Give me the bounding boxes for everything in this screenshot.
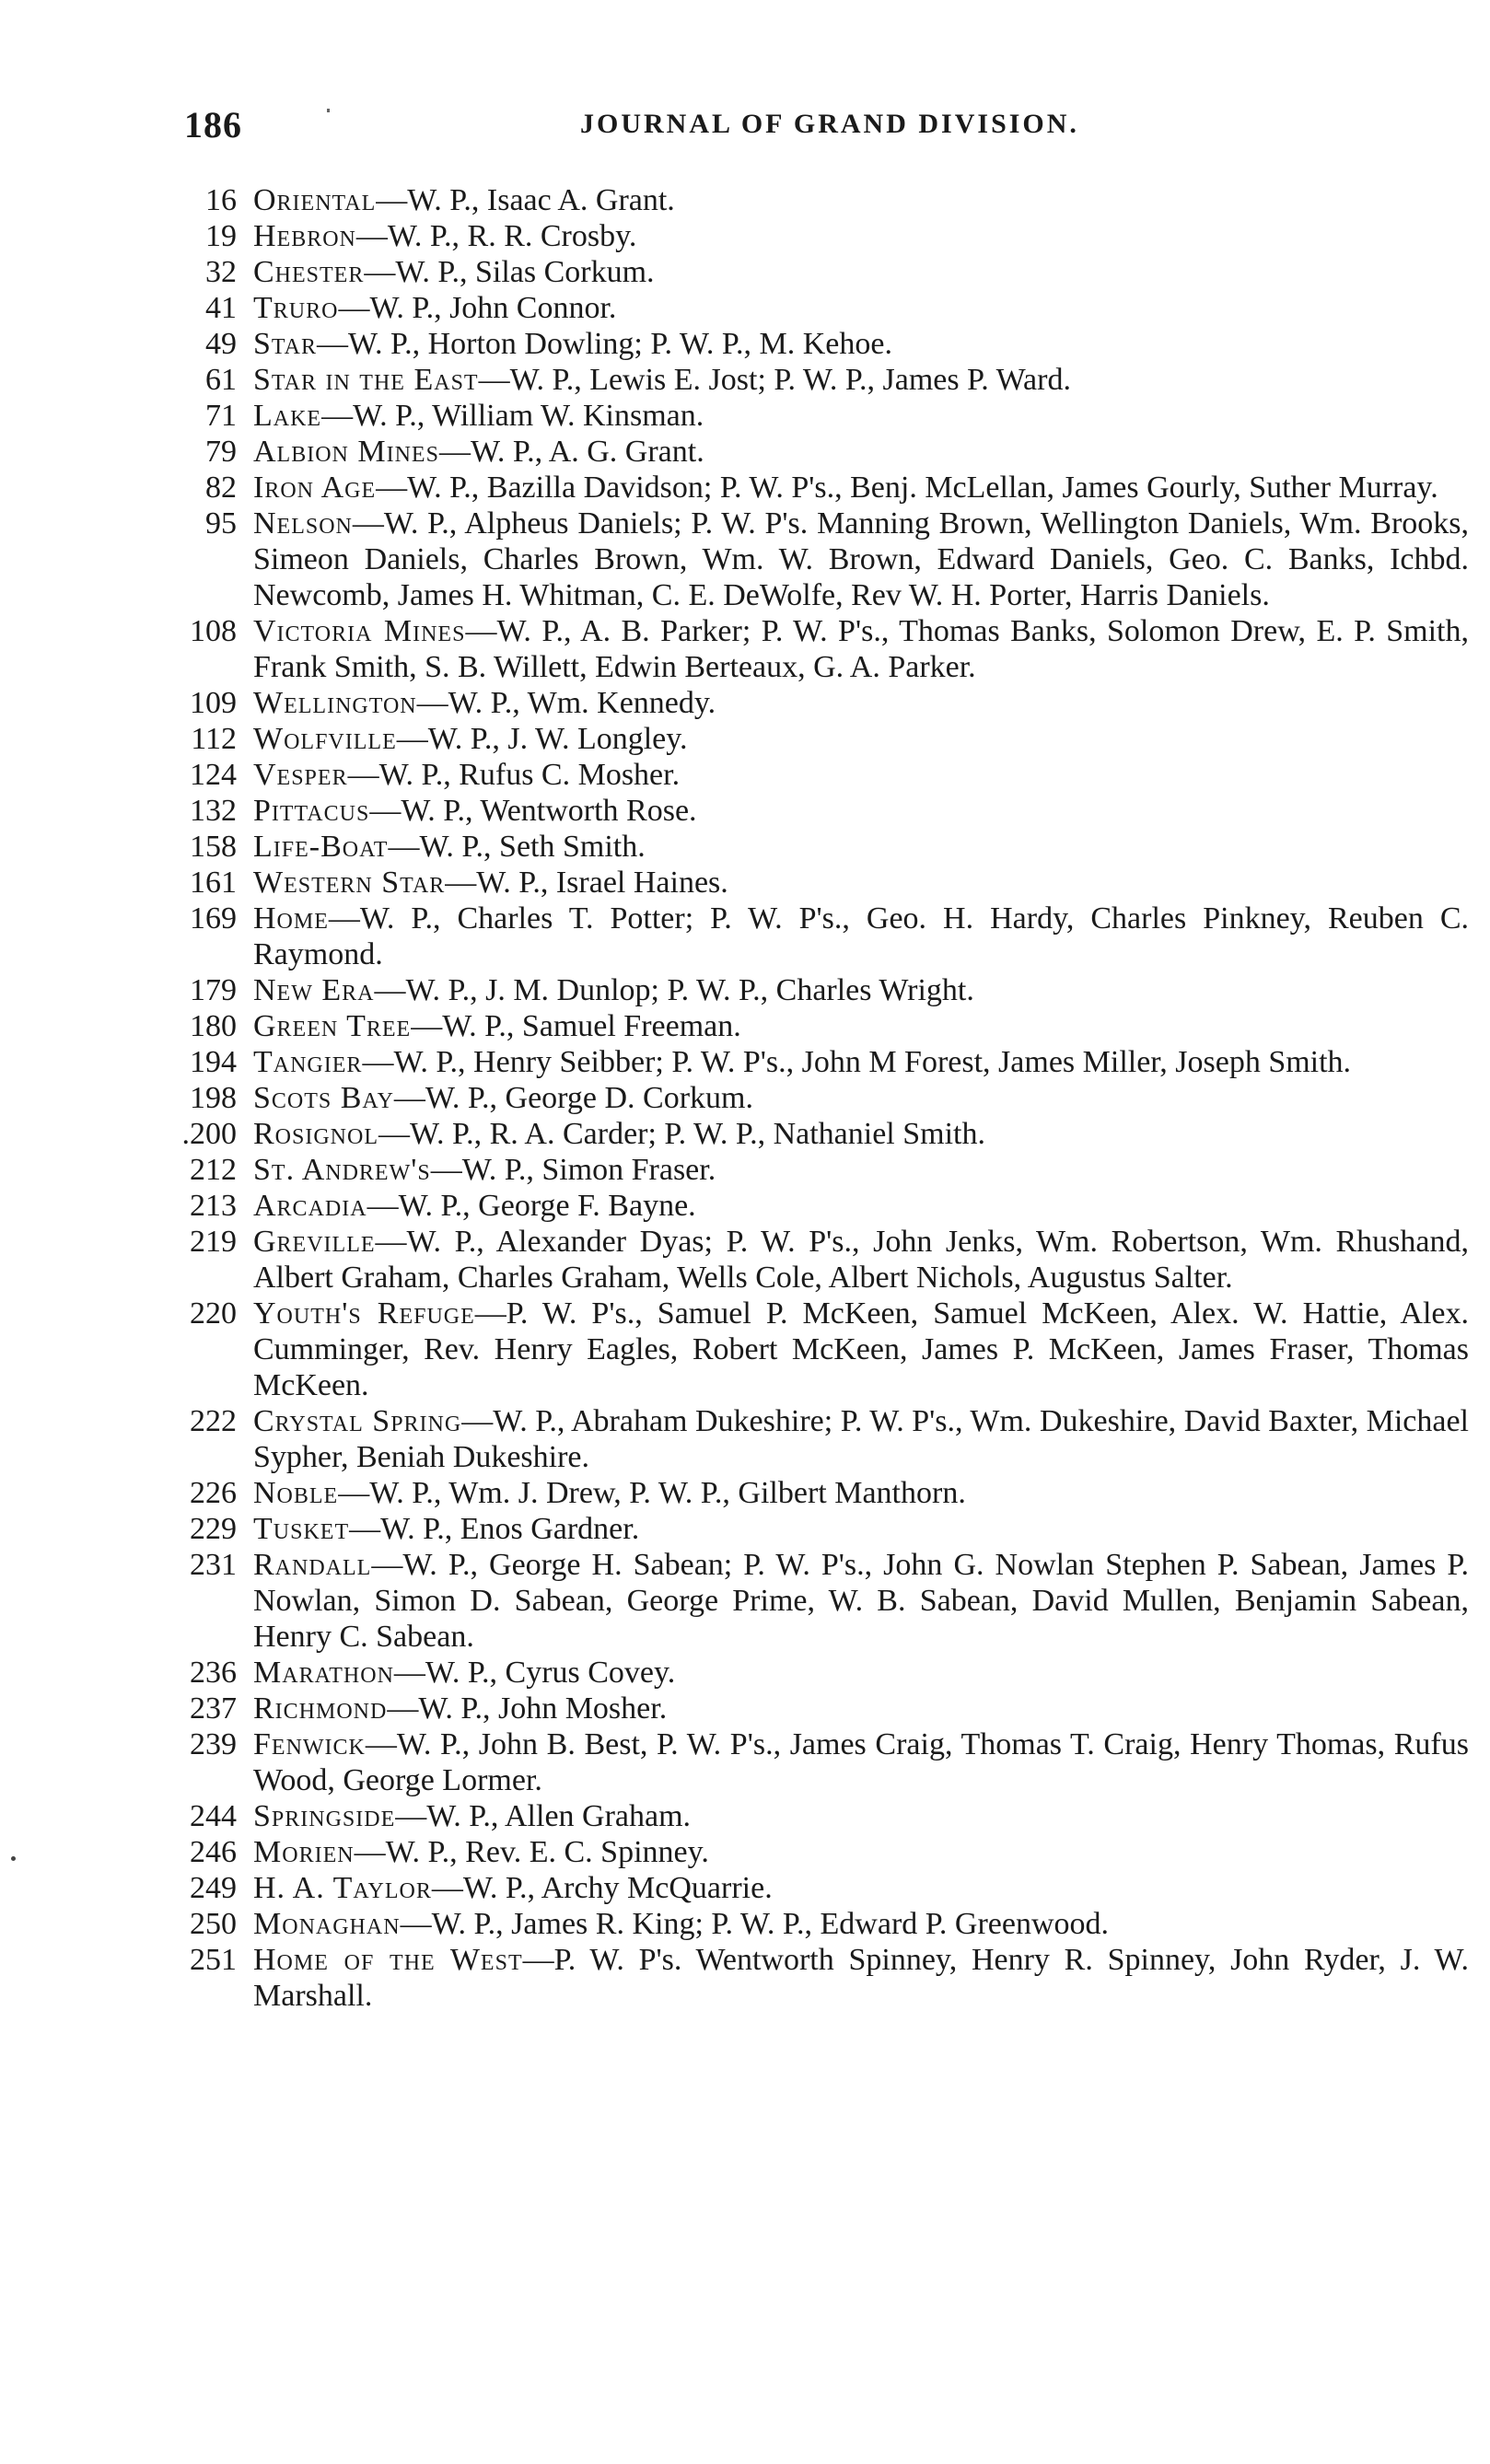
division-number: 213 xyxy=(190,1189,237,1223)
division-entry xyxy=(161,398,1469,434)
officers-text: —P. W. P's., Samuel P. McKeen, Samuel McKeen, Alex. W. Hattie, Alex. Cumminger, Rev. Henry Eagles, Robert McKeen, James P. McKeen, James Fraser, Thomas McKeen. xyxy=(253,1296,1469,1402)
division-name: Arcadia xyxy=(253,1189,367,1223)
division-entry xyxy=(161,972,1469,1008)
division-number: .200 xyxy=(181,1117,237,1151)
officers-text: —W. P., Abraham Dukeshire; P. W. P's., Wm. Dukeshire, David Baxter, Michael Sypher, Beniah Dukeshire. xyxy=(253,1404,1469,1474)
page-header xyxy=(184,103,1473,149)
division-entry xyxy=(161,362,1469,398)
division-entry xyxy=(161,1726,1469,1798)
division-entry xyxy=(161,1870,1469,1906)
officers-text: —W. P., Rev. E. C. Spinney. xyxy=(354,1835,709,1869)
division-number: 236 xyxy=(190,1656,237,1690)
division-number: 79 xyxy=(205,435,237,469)
division-entry xyxy=(161,721,1469,757)
officers-text: —W. P., Rufus C. Mosher. xyxy=(347,758,681,792)
officers-text: —W. P., R. R. Crosby. xyxy=(355,219,637,253)
officers-text: —W. P., Isaac A. Grant. xyxy=(376,183,675,217)
division-number: 169 xyxy=(190,901,237,936)
division-entry xyxy=(161,1655,1469,1691)
officers-text: —W. P., George F. Bayne. xyxy=(367,1189,696,1223)
division-number: 108 xyxy=(190,614,237,648)
division-name: Scots Bay xyxy=(253,1081,394,1115)
division-entry xyxy=(161,1044,1469,1080)
division-entry xyxy=(161,685,1469,721)
division-number: 32 xyxy=(205,255,237,289)
division-name: St. Andrew's xyxy=(253,1153,431,1187)
division-entry xyxy=(161,1834,1469,1870)
division-entry xyxy=(161,1296,1469,1403)
officers-text: —W. P., A. B. Parker; P. W. P's., Thomas Banks, Solomon Drew, E. P. Smith, Frank Smith, S. B. Willett, Edwin Berteaux, G. A. Parker. xyxy=(253,614,1469,684)
division-entry xyxy=(161,901,1469,972)
officers-text: —W. P., George H. Sabean; P. W. P's., John G. Nowlan Stephen P. Sabean, James P. Nowlan, Simon D. Sabean, George Prime, W. B. Sabean, David Mullen, Benjamin Sabean, Henry C. Sabean. xyxy=(253,1548,1469,1654)
officers-text: —W. P., Alpheus Daniels; P. W. P's. Manning Brown, Wellington Daniels, Wm. Brooks, Simeon Daniels, Charles Brown, Wm. W. Brown, Edward Daniels, Geo. C. Banks, Ichbd. Newcomb, James H. Whitman, C. E. DeWolfe, Rev W. H. Porter, Harris Daniels. xyxy=(253,506,1469,612)
division-number: 212 xyxy=(190,1153,237,1187)
division-name: H. A. Taylor xyxy=(253,1871,432,1905)
division-number: 194 xyxy=(190,1045,237,1079)
division-number: 229 xyxy=(190,1512,237,1546)
division-number: 219 xyxy=(190,1225,237,1259)
division-entry xyxy=(161,434,1469,470)
division-number: 198 xyxy=(190,1081,237,1115)
officers-text: —W. P., J. M. Dunlop; P. W. P., Charles Wright. xyxy=(374,973,974,1007)
division-entry xyxy=(161,793,1469,829)
division-entry xyxy=(161,1475,1469,1511)
division-entry xyxy=(161,506,1469,613)
running-head: JOURNAL OF GRAND DIVISION. xyxy=(580,109,1079,139)
division-entry xyxy=(161,1798,1469,1834)
officers-text: —W. P., Wentworth Rose. xyxy=(369,794,697,828)
division-name: Nelson xyxy=(253,506,353,540)
officers-text: —W. P., Simon Fraser. xyxy=(430,1153,716,1187)
division-name: Home of the West xyxy=(253,1943,523,1977)
officers-text: —W. P., Lewis E. Jost; P. W. P., James P. Ward. xyxy=(478,363,1071,397)
officers-text: —W. P., Alexander Dyas; P. W. P's., John Jenks, Wm. Robertson, Wm. Rhushand, Albert Graham, Charles Graham, Wells Cole, Albert Nichols, Augustus Salter. xyxy=(253,1225,1469,1295)
officers-text: —W. P., Allen Graham. xyxy=(395,1799,692,1833)
division-name: Crystal Spring xyxy=(253,1404,462,1438)
division-name: Marathon xyxy=(253,1656,394,1690)
officers-text: —W. P., Cyrus Covey. xyxy=(393,1656,676,1690)
division-number: 231 xyxy=(190,1548,237,1582)
division-name: Morien xyxy=(253,1835,355,1869)
officers-text: —W. P., Archy McQuarrie. xyxy=(431,1871,773,1905)
officers-text: —W. P., James R. King; P. W. P., Edward P. Greenwood. xyxy=(400,1907,1110,1941)
division-number: 179 xyxy=(190,973,237,1007)
division-number: 132 xyxy=(190,794,237,828)
division-name: Wolfville xyxy=(253,722,397,756)
division-entry xyxy=(161,290,1469,326)
division-list xyxy=(161,182,1469,2014)
officers-text: —W. P., George D. Corkum. xyxy=(393,1081,753,1115)
division-entry xyxy=(161,1080,1469,1116)
division-entry xyxy=(161,326,1469,362)
division-name: Randall xyxy=(253,1548,372,1582)
division-entry xyxy=(161,757,1469,793)
division-entry xyxy=(161,1511,1469,1547)
division-entry xyxy=(161,1224,1469,1296)
division-name: Life-Boat xyxy=(253,830,389,864)
division-number: 71 xyxy=(205,399,237,433)
division-number: 161 xyxy=(190,866,237,900)
division-name: Wellington xyxy=(253,686,417,720)
division-entry xyxy=(161,1188,1469,1224)
division-entry xyxy=(161,1403,1469,1475)
division-name: Pittacus xyxy=(253,794,370,828)
division-name: Albion Mines xyxy=(253,435,439,469)
division-name: Fenwick xyxy=(253,1727,366,1761)
division-entry xyxy=(161,254,1469,290)
division-name: Victoria Mines xyxy=(253,614,466,648)
officers-text: —W. P., Silas Corkum. xyxy=(364,255,655,289)
division-name: Chester xyxy=(253,255,365,289)
division-name: Truro xyxy=(253,291,339,325)
officers-text: —W. P., R. A. Carder; P. W. P., Nathaniel Smith. xyxy=(378,1117,985,1151)
division-name: Monaghan xyxy=(253,1907,401,1941)
division-number: 19 xyxy=(205,219,237,253)
officers-text: —P. W. P's. Wentworth Spinney, Henry R. Spinney, John Ryder, J. W. Marshall. xyxy=(253,1943,1469,2013)
division-name: Star xyxy=(253,327,317,361)
division-number: 16 xyxy=(205,183,237,217)
division-entry xyxy=(161,1547,1469,1655)
division-number: 246 xyxy=(190,1835,237,1869)
stray-ink-mark xyxy=(327,109,330,112)
officers-text: —W. P., Wm. J. Drew, P. W. P., Gilbert Manthorn. xyxy=(338,1476,966,1510)
officers-text: —W. P., J. W. Longley. xyxy=(396,722,688,756)
officers-text: —W. P., Israel Haines. xyxy=(445,866,728,900)
officers-text: —W. P., John Mosher. xyxy=(387,1691,668,1726)
officers-text: —W. P., John B. Best, P. W. P's., James Craig, Thomas T. Craig, Henry Thomas, Rufus Wood, George Lormer. xyxy=(253,1727,1469,1797)
officers-text: —W. P., A. G. Grant. xyxy=(438,435,704,469)
officers-text: —W. P., Bazilla Davidson; P. W. P's., Benj. McLellan, James Gourly, Suther Murray. xyxy=(376,471,1438,505)
division-entry xyxy=(161,1691,1469,1726)
officers-text: —W. P., Seth Smith. xyxy=(388,830,646,864)
division-number: 250 xyxy=(190,1907,237,1941)
division-number: 222 xyxy=(190,1404,237,1438)
officers-text: —W. P., William W. Kinsman. xyxy=(321,399,704,433)
division-name: Star in the East xyxy=(253,363,479,397)
officers-text: —W. P., Samuel Freeman. xyxy=(411,1009,741,1043)
division-entry xyxy=(161,829,1469,865)
division-number: 124 xyxy=(190,758,237,792)
division-name: Tusket xyxy=(253,1512,350,1546)
division-entry xyxy=(161,1008,1469,1044)
division-name: Tangier xyxy=(253,1045,363,1079)
division-number: 251 xyxy=(190,1943,237,1977)
division-entry xyxy=(161,865,1469,901)
division-name: Hebron xyxy=(253,219,356,253)
division-name: Greville xyxy=(253,1225,376,1259)
division-number: 61 xyxy=(205,363,237,397)
division-number: 226 xyxy=(190,1476,237,1510)
division-number: 49 xyxy=(205,327,237,361)
division-number: 244 xyxy=(190,1799,237,1833)
division-name: Green Tree xyxy=(253,1009,412,1043)
division-entry xyxy=(161,1942,1469,2014)
page-number: 186 xyxy=(184,104,242,145)
division-name: New Era xyxy=(253,973,375,1007)
officers-text: —W. P., Horton Dowling; P. W. P., M. Kehoe. xyxy=(317,327,892,361)
stray-ink-mark xyxy=(11,1856,16,1861)
division-number: 220 xyxy=(190,1296,237,1331)
division-entry xyxy=(161,613,1469,685)
division-name: Western Star xyxy=(253,866,446,900)
division-entry xyxy=(161,1152,1469,1188)
division-name: Home xyxy=(253,901,329,936)
division-name: Lake xyxy=(253,399,322,433)
division-name: Rosignol xyxy=(253,1117,379,1151)
officers-text: —W. P., Enos Gardner. xyxy=(349,1512,640,1546)
officers-text: —W. P., Henry Seibber; P. W. P's., John M Forest, James Miller, Joseph Smith. xyxy=(362,1045,1352,1079)
division-entry xyxy=(161,470,1469,506)
division-entry xyxy=(161,1906,1469,1942)
division-number: 82 xyxy=(205,471,237,505)
division-name: Noble xyxy=(253,1476,339,1510)
division-entry xyxy=(161,1116,1469,1152)
division-number: 180 xyxy=(190,1009,237,1043)
division-number: 239 xyxy=(190,1727,237,1761)
division-name: Oriental xyxy=(253,183,377,217)
division-entry xyxy=(161,218,1469,254)
division-number: 158 xyxy=(190,830,237,864)
division-number: 95 xyxy=(205,506,237,540)
division-name: Iron Age xyxy=(253,471,377,505)
division-name: Youth's Refuge xyxy=(253,1296,475,1331)
division-number: 41 xyxy=(205,291,237,325)
division-number: 112 xyxy=(191,722,237,756)
officers-text: —W. P., John Connor. xyxy=(338,291,617,325)
division-number: 109 xyxy=(190,686,237,720)
division-number: 249 xyxy=(190,1871,237,1905)
division-name: Springside xyxy=(253,1799,396,1833)
officers-text: —W. P., Charles T. Potter; P. W. P's., Geo. H. Hardy, Charles Pinkney, Reuben C. Raymond. xyxy=(253,901,1469,971)
division-number: 237 xyxy=(190,1691,237,1726)
officers-text: —W. P., Wm. Kennedy. xyxy=(416,686,716,720)
division-name: Vesper xyxy=(253,758,348,792)
division-entry xyxy=(161,182,1469,218)
division-name: Richmond xyxy=(253,1691,388,1726)
